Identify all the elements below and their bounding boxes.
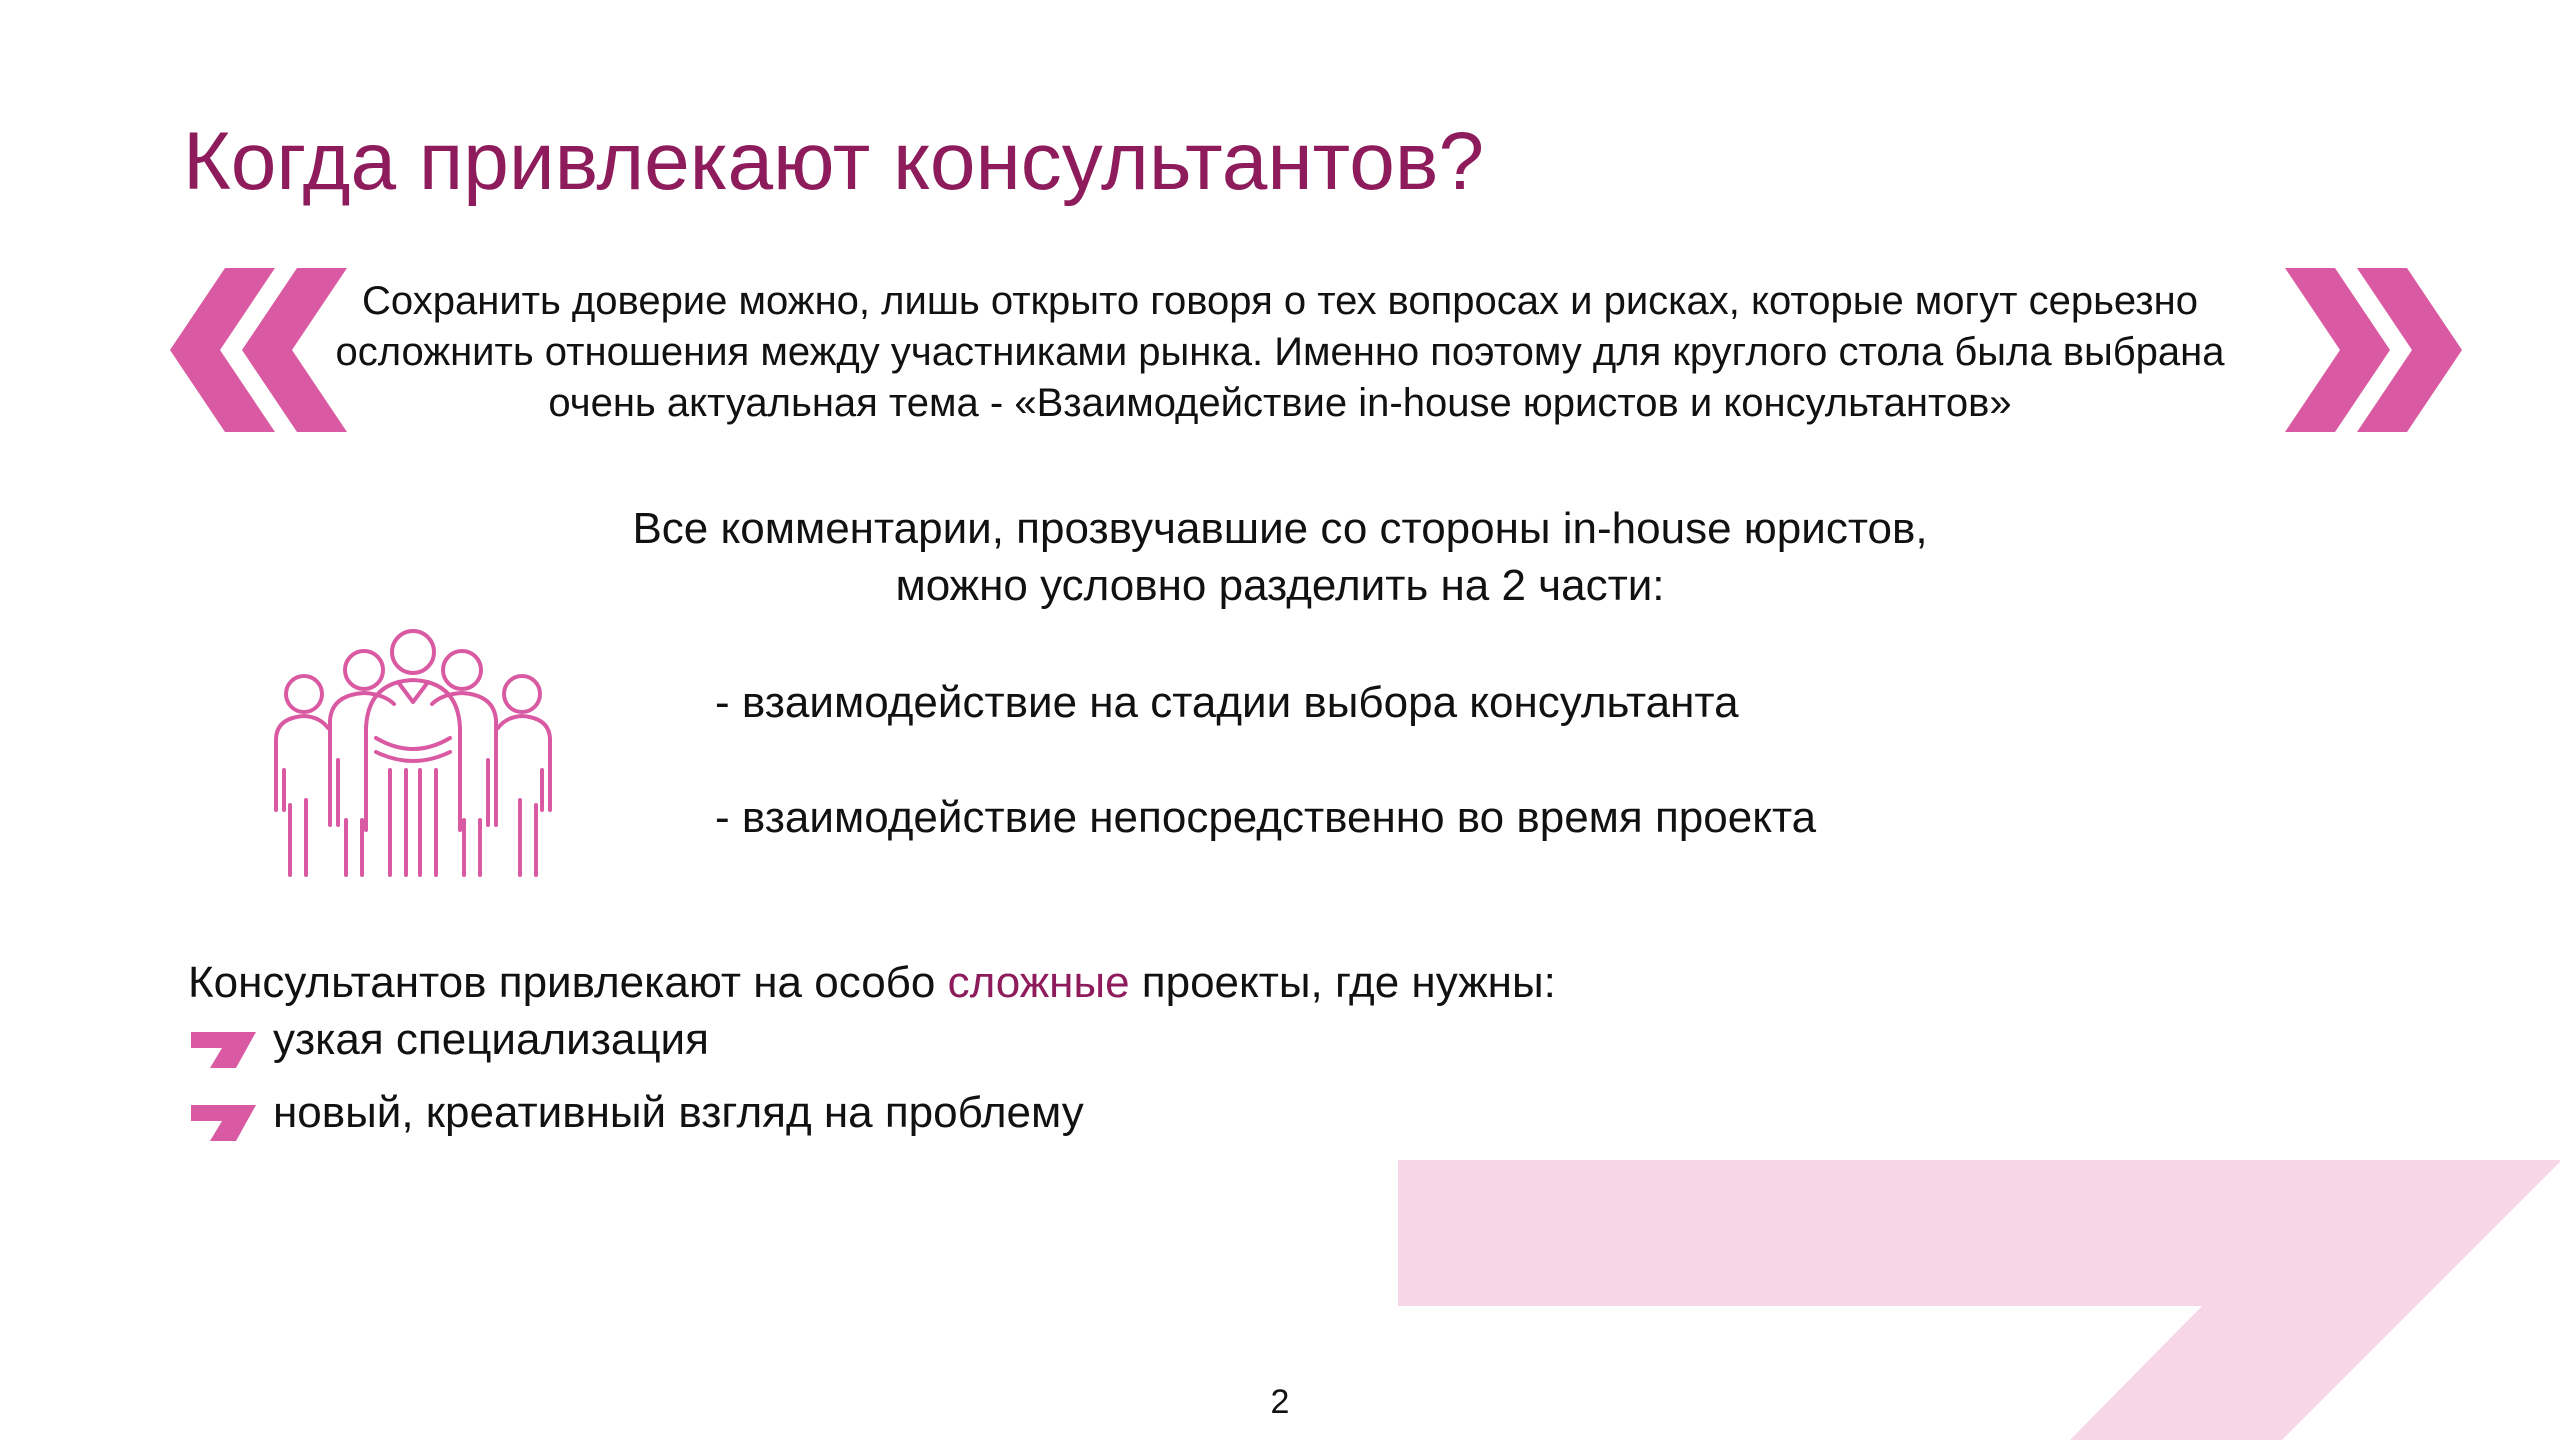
quote-text	[290, 276, 2270, 429]
comments-intro	[480, 500, 2080, 614]
needs-lead	[188, 955, 1556, 1011]
page-number: 2	[1270, 1383, 1290, 1421]
intro-line: можно условно разделить на 2 части:	[895, 561, 1665, 610]
needs-lead-accent: сложные	[947, 958, 1130, 1007]
arrow-bullet-icon	[188, 1030, 258, 1070]
needs-lead-before: Консультантов привлекают на особо	[188, 958, 948, 1007]
needs-lead-after: проекты, где нужны:	[1129, 958, 1556, 1007]
list-item: новый, креативный взгляд на проблему	[273, 1088, 1084, 1137]
people-group-icon	[268, 620, 558, 882]
list-item: узкая специализация	[273, 1015, 709, 1064]
intro-line: Все комментарии, прозвучавшие со стороны in-house юристов,	[632, 504, 1928, 553]
part-item: - взаимодействие на стадии выбора консультанта	[715, 678, 1739, 727]
double-chevron-right-icon	[2285, 268, 2465, 432]
arrow-bullet-icon	[188, 1103, 258, 1143]
quote-line: осложнить отношения между участниками рынка. Именно поэтому для круглого стола была выбрана	[335, 330, 2225, 374]
quote-line: Сохранить доверие можно, лишь открыто говоря о тех вопросах и рисках, которые могут серьезно	[362, 279, 2198, 323]
part-item: - взаимодействие непосредственно во время проекта	[715, 793, 1817, 842]
quote-line: очень актуальная тема - «Взаимодействие in-house юристов и консультантов»	[548, 381, 2012, 425]
page-title: Когда привлекают консультантов?	[183, 116, 1485, 207]
